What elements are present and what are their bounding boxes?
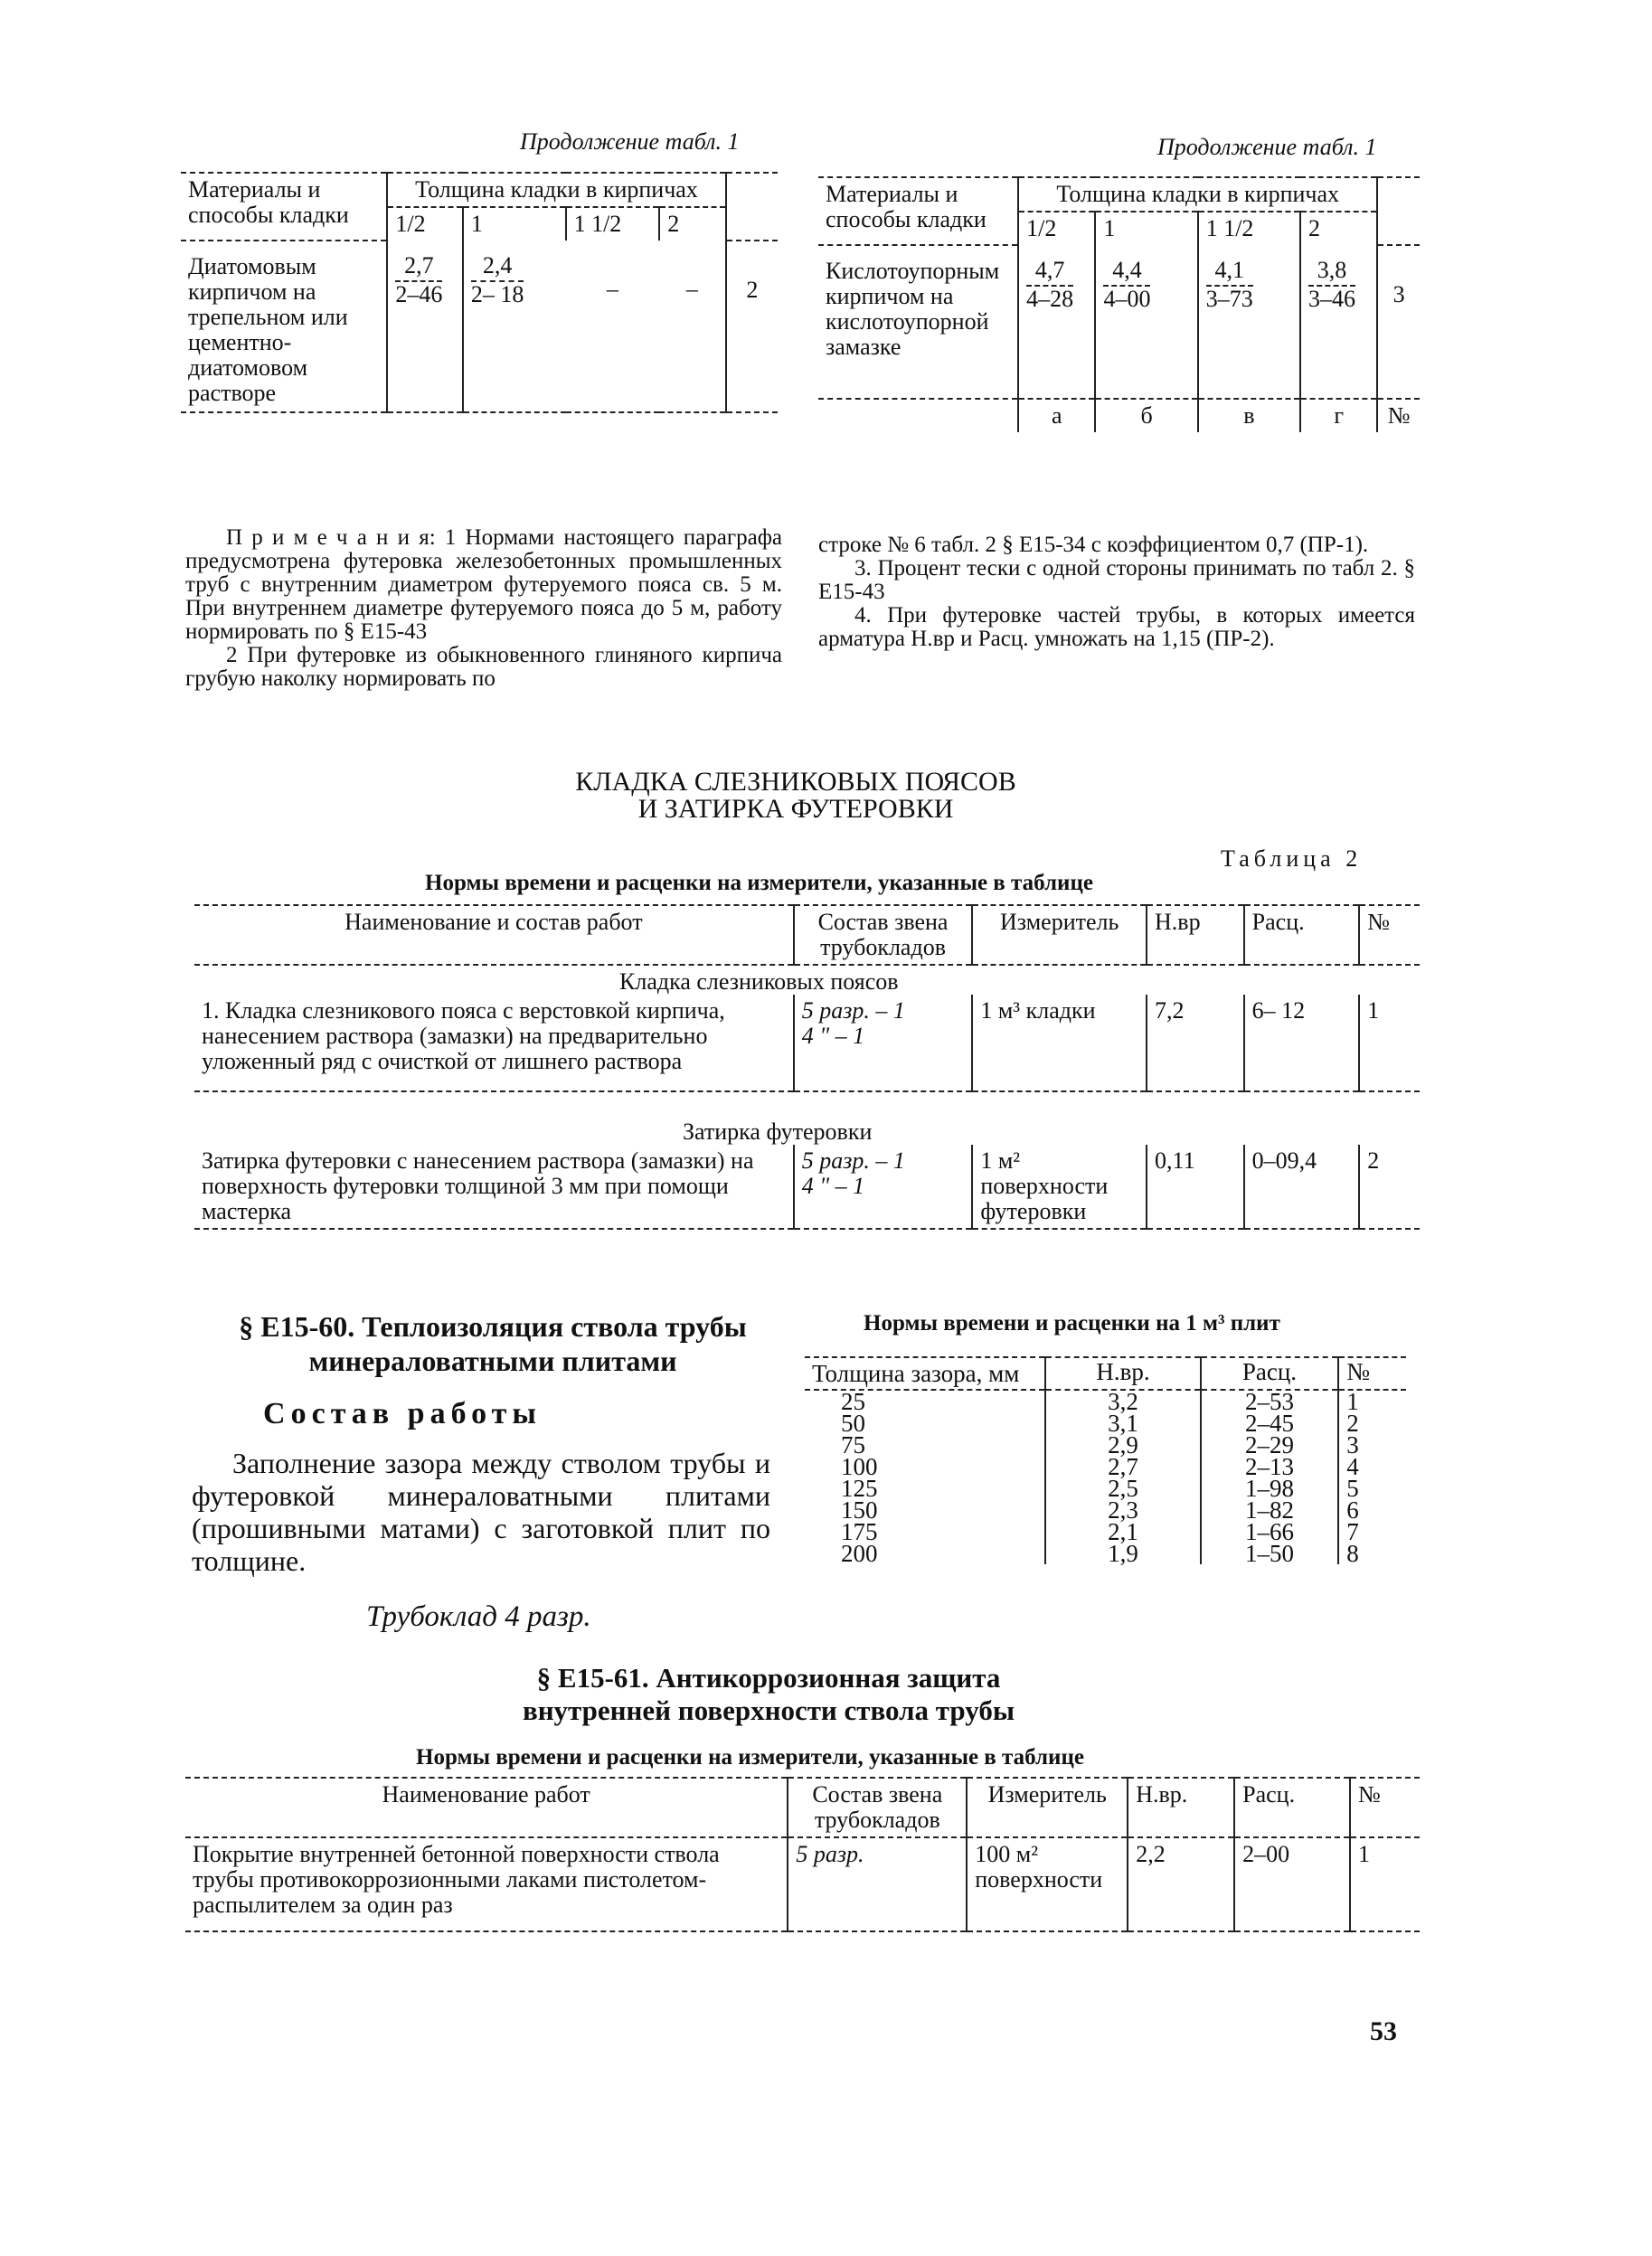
plates-cell-rasc: 2–53 xyxy=(1201,1390,1339,1412)
row-num: 2 xyxy=(726,241,778,412)
t2-r2-nvr: 0,11 xyxy=(1147,1145,1244,1229)
r-col-one: 1 xyxy=(1095,212,1197,245)
t2-r2-unit: 1 м² поверхности футеровки xyxy=(972,1145,1147,1229)
plates-table xyxy=(805,1356,1406,1567)
plates-cell-thickness: 25 xyxy=(841,1388,865,1415)
c4: – xyxy=(659,241,725,412)
e1561-r-nvr: 2,2 xyxy=(1128,1837,1234,1931)
r-c1-top: 4,7 xyxy=(1026,258,1073,287)
plates-cell-rasc: 1–50 xyxy=(1201,1543,1339,1564)
t2-h-num: № xyxy=(1359,905,1420,965)
plates-cell-nvr: 2,3 xyxy=(1045,1499,1200,1521)
t2-h-rasc: Расц. xyxy=(1244,905,1360,965)
plates-cell-num: 8 xyxy=(1338,1543,1406,1564)
r-row-num: 3 xyxy=(1377,245,1420,399)
plates-cell-thickness: 100 xyxy=(841,1453,878,1480)
t2-r1-unit: 1 м³ кладки xyxy=(972,995,1147,1091)
c1-top: 2,7 xyxy=(395,253,442,282)
plates-cell-nvr: 1,9 xyxy=(1045,1543,1200,1564)
c2-top: 2,4 xyxy=(471,253,524,282)
r-header-materials: Материалы и способы кладки xyxy=(818,177,1018,245)
plates-cell-nvr: 3,1 xyxy=(1045,1412,1200,1434)
e1561-r-name: Покрытие внутренней бетонной поверхности ствола трубы противокоррозионными лаками пистолетом-распылителем за один раз xyxy=(185,1837,788,1931)
e1561-h-unit: Измеритель xyxy=(967,1778,1128,1837)
plates-cell-num: 7 xyxy=(1338,1521,1406,1543)
plates-cell-rasc: 2–13 xyxy=(1201,1456,1339,1477)
r-c4-bot: 3–46 xyxy=(1307,286,1355,312)
col-one-half: 1 1/2 xyxy=(566,207,660,241)
r-c3-top: 4,1 xyxy=(1206,258,1253,287)
t2-r2-name: Затирка футеровки с нанесением раствора (замазки) на поверхность футеровки толщиной 3 мм при помощи мастерка xyxy=(194,1145,794,1229)
e1560-subtitle: Состав работы xyxy=(263,1397,542,1430)
c2-bot: 2– 18 xyxy=(470,281,524,307)
r-letter-num: № xyxy=(1377,399,1420,432)
plates-cell-num: 4 xyxy=(1338,1456,1406,1477)
t2-group1: Кладка слезниковых поясов xyxy=(619,968,899,995)
e1561-h-nvr: Н.вр. xyxy=(1128,1778,1234,1837)
r-col-half: 1/2 xyxy=(1018,212,1095,245)
r-c2-bot: 4–00 xyxy=(1103,286,1151,312)
plates-h-nvr: Н.вр. xyxy=(1045,1357,1200,1390)
plates-cell-nvr: 2,5 xyxy=(1045,1477,1200,1499)
t2-r2-num: 2 xyxy=(1359,1145,1420,1229)
t2-r1-name: 1. Кладка слезникового пояса с верстовкой кирпича, нанесением раствора (замазки) на предварительно уложенный ряд с очисткой от лишнего раствора xyxy=(194,995,794,1091)
r-c2-top: 4,4 xyxy=(1103,258,1150,287)
c3: – xyxy=(566,241,660,412)
plates-cell-rasc: 2–45 xyxy=(1201,1412,1339,1434)
header-thickness: Толщина кладки в кирпичах xyxy=(387,173,725,207)
e1561-r-crew: 5 разр. xyxy=(788,1837,967,1931)
t2-h-crew: Состав звена трубокладов xyxy=(794,905,973,965)
plates-row xyxy=(805,1499,1406,1521)
r-col-two: 2 xyxy=(1300,212,1377,245)
plates-cell-thickness: 50 xyxy=(841,1410,865,1437)
plates-row xyxy=(805,1456,1406,1477)
plates-cell-num: 3 xyxy=(1338,1434,1406,1456)
left-table-continuation: Продолжение табл. 1 xyxy=(520,128,740,155)
t2-h-name: Наименование и состав работ xyxy=(194,905,794,965)
t2-r1-nvr: 7,2 xyxy=(1147,995,1244,1091)
header-materials: Материалы и способы кладки xyxy=(181,173,387,241)
plates-cell-nvr: 3,2 xyxy=(1045,1390,1200,1412)
plates-cell-nvr: 2,7 xyxy=(1045,1456,1200,1477)
plates-cell-num: 1 xyxy=(1338,1390,1406,1412)
table-2 xyxy=(194,904,1420,1230)
e1561-h-name: Наименование работ xyxy=(185,1778,788,1837)
plates-row xyxy=(805,1521,1406,1543)
r-letter-v: в xyxy=(1198,399,1300,432)
t2-r1-crew2: 4 " – 1 xyxy=(801,1023,865,1049)
r-row-label: Кислотоупорным кирпичом на кислотоупорной замазке xyxy=(818,245,1018,399)
r-col-one-half: 1 1/2 xyxy=(1198,212,1300,245)
e1561-h-num: № xyxy=(1350,1778,1420,1837)
plates-cell-rasc: 2–29 xyxy=(1201,1434,1339,1456)
e1561-r-num: 1 xyxy=(1350,1837,1420,1931)
t2-r2-rasc: 0–09,4 xyxy=(1244,1145,1360,1229)
plates-cell-thickness: 175 xyxy=(841,1518,878,1545)
left-top-table xyxy=(181,172,778,413)
section-title-line2: И ЗАТИРКА ФУТЕРОВКИ xyxy=(637,794,954,824)
plates-cell-rasc: 1–66 xyxy=(1201,1521,1339,1543)
r-letter-a: а xyxy=(1018,399,1095,432)
table2-label: Таблица 2 xyxy=(1221,845,1363,872)
col-two: 2 xyxy=(659,207,725,241)
r-c1-bot: 4–28 xyxy=(1026,286,1074,312)
r-c3-bot: 3–73 xyxy=(1205,286,1253,312)
plates-cell-thickness: 125 xyxy=(841,1475,878,1502)
plates-row xyxy=(805,1390,1406,1412)
e1560-body: Заполнение зазора между стволом трубы и футеровкой минераловатными плитами (прошивными матами) с заготовкой плит по толщине. xyxy=(192,1447,770,1577)
plates-row xyxy=(805,1434,1406,1456)
t2-group2: Затирка футеровки xyxy=(683,1119,873,1145)
right-top-table xyxy=(818,176,1420,432)
plates-cell-thickness: 200 xyxy=(841,1540,878,1567)
plates-caption: Нормы времени и расценки на 1 м³ плит xyxy=(864,1311,1280,1336)
r-letter-b: б xyxy=(1095,399,1197,432)
plates-h-thickness: Толщина зазора, мм xyxy=(805,1357,1045,1390)
row-label: Диатомовым кирпичом на трепельном или цементно-диатомовом растворе xyxy=(181,241,387,412)
e1560-title-1: § Е15-60. Теплоизоляция ствола трубы xyxy=(239,1310,747,1343)
plates-cell-rasc: 1–98 xyxy=(1201,1477,1339,1499)
r-header-thickness: Толщина кладки в кирпичах xyxy=(1018,177,1377,212)
e1561-h-rasc: Расц. xyxy=(1234,1778,1350,1837)
c1-bot: 2–46 xyxy=(395,281,443,307)
plates-cell-num: 5 xyxy=(1338,1477,1406,1499)
e1561-title-1: § Е15-61. Антикоррозионная защита xyxy=(536,1662,1001,1694)
e1561-h-crew: Состав звена трубокладов xyxy=(788,1778,967,1837)
e1561-r-rasc: 2–00 xyxy=(1234,1837,1350,1931)
col-one: 1 xyxy=(463,207,566,241)
t2-h-nvr: Н.вр xyxy=(1147,905,1244,965)
plates-h-rasc: Расц. xyxy=(1201,1357,1339,1390)
table2-caption: Нормы времени и расценки на измерители, указанные в таблице xyxy=(425,871,1093,895)
t2-r1-num: 1 xyxy=(1359,995,1420,1091)
e1560-worker: Трубоклад 4 разр. xyxy=(366,1600,591,1633)
plates-cell-nvr: 2,1 xyxy=(1045,1521,1200,1543)
t2-r1-rasc: 6– 12 xyxy=(1244,995,1360,1091)
t2-r2-crew1: 5 разр. – 1 xyxy=(801,1147,905,1174)
note-2: 2 При футеровке из обыкновенного глиняного кирпича грубую наколку нормировать по xyxy=(185,643,782,691)
t2-h-unit: Измеритель xyxy=(972,905,1147,965)
e1560-title-2: минераловатными плитами xyxy=(308,1345,677,1377)
plates-row xyxy=(805,1412,1406,1434)
t2-r2-crew2: 4 " – 1 xyxy=(801,1173,865,1199)
e1561-r-unit: 100 м² поверхности xyxy=(967,1837,1128,1931)
e1561-title-2: внутренней поверхности ствола трубы xyxy=(522,1694,1015,1726)
plates-cell-rasc: 1–82 xyxy=(1201,1499,1339,1521)
page-number: 53 xyxy=(1370,2016,1397,2046)
plates-cell-num: 6 xyxy=(1338,1499,1406,1521)
t2-r1-crew1: 5 разр. – 1 xyxy=(801,997,905,1024)
plates-cell-thickness: 75 xyxy=(841,1431,865,1458)
e1561-caption: Нормы времени и расценки на измерители, указанные в таблице xyxy=(416,1745,1084,1770)
plates-row xyxy=(805,1477,1406,1499)
r-header-num-blank xyxy=(1377,177,1420,245)
col-half: 1/2 xyxy=(387,207,463,241)
note-2-cont: строке № 6 табл. 2 § Е15-34 с коэффициентом 0,7 (ПР-1). xyxy=(818,533,1369,557)
note-4: 4. При футеровке частей трубы, в которых имеется арматура Н.вр и Расц. умножать на 1,15 (ПР-2). xyxy=(818,603,1415,651)
section-title-line1: КЛАДКА СЛЕЗНИКОВЫХ ПОЯСОВ xyxy=(575,767,1016,797)
plates-cell-thickness: 150 xyxy=(841,1496,878,1524)
r-letter-g: г xyxy=(1300,399,1377,432)
right-table-continuation: Продолжение табл. 1 xyxy=(1157,134,1377,160)
plates-cell-nvr: 2,9 xyxy=(1045,1434,1200,1456)
header-num-blank xyxy=(726,173,778,241)
note-1: П р и м е ч а н и я: 1 Нормами настоящего параграфа предусмотрена футеровка железобетонных промышленных труб с внутренним диаметром футеруемого пояса св. 5 м. При внутреннем диаметре футеруемого пояса до 5 м, работу нормировать по § Е15-43 xyxy=(185,525,782,644)
r-c4-top: 3,8 xyxy=(1308,258,1355,287)
plates-row xyxy=(805,1543,1406,1564)
e1561-table xyxy=(185,1777,1420,1932)
plates-h-num: № xyxy=(1338,1357,1406,1390)
plates-cell-num: 2 xyxy=(1338,1412,1406,1434)
note-3: 3. Процент тески с одной стороны принимать по табл 2. § Е15-43 xyxy=(818,556,1415,604)
